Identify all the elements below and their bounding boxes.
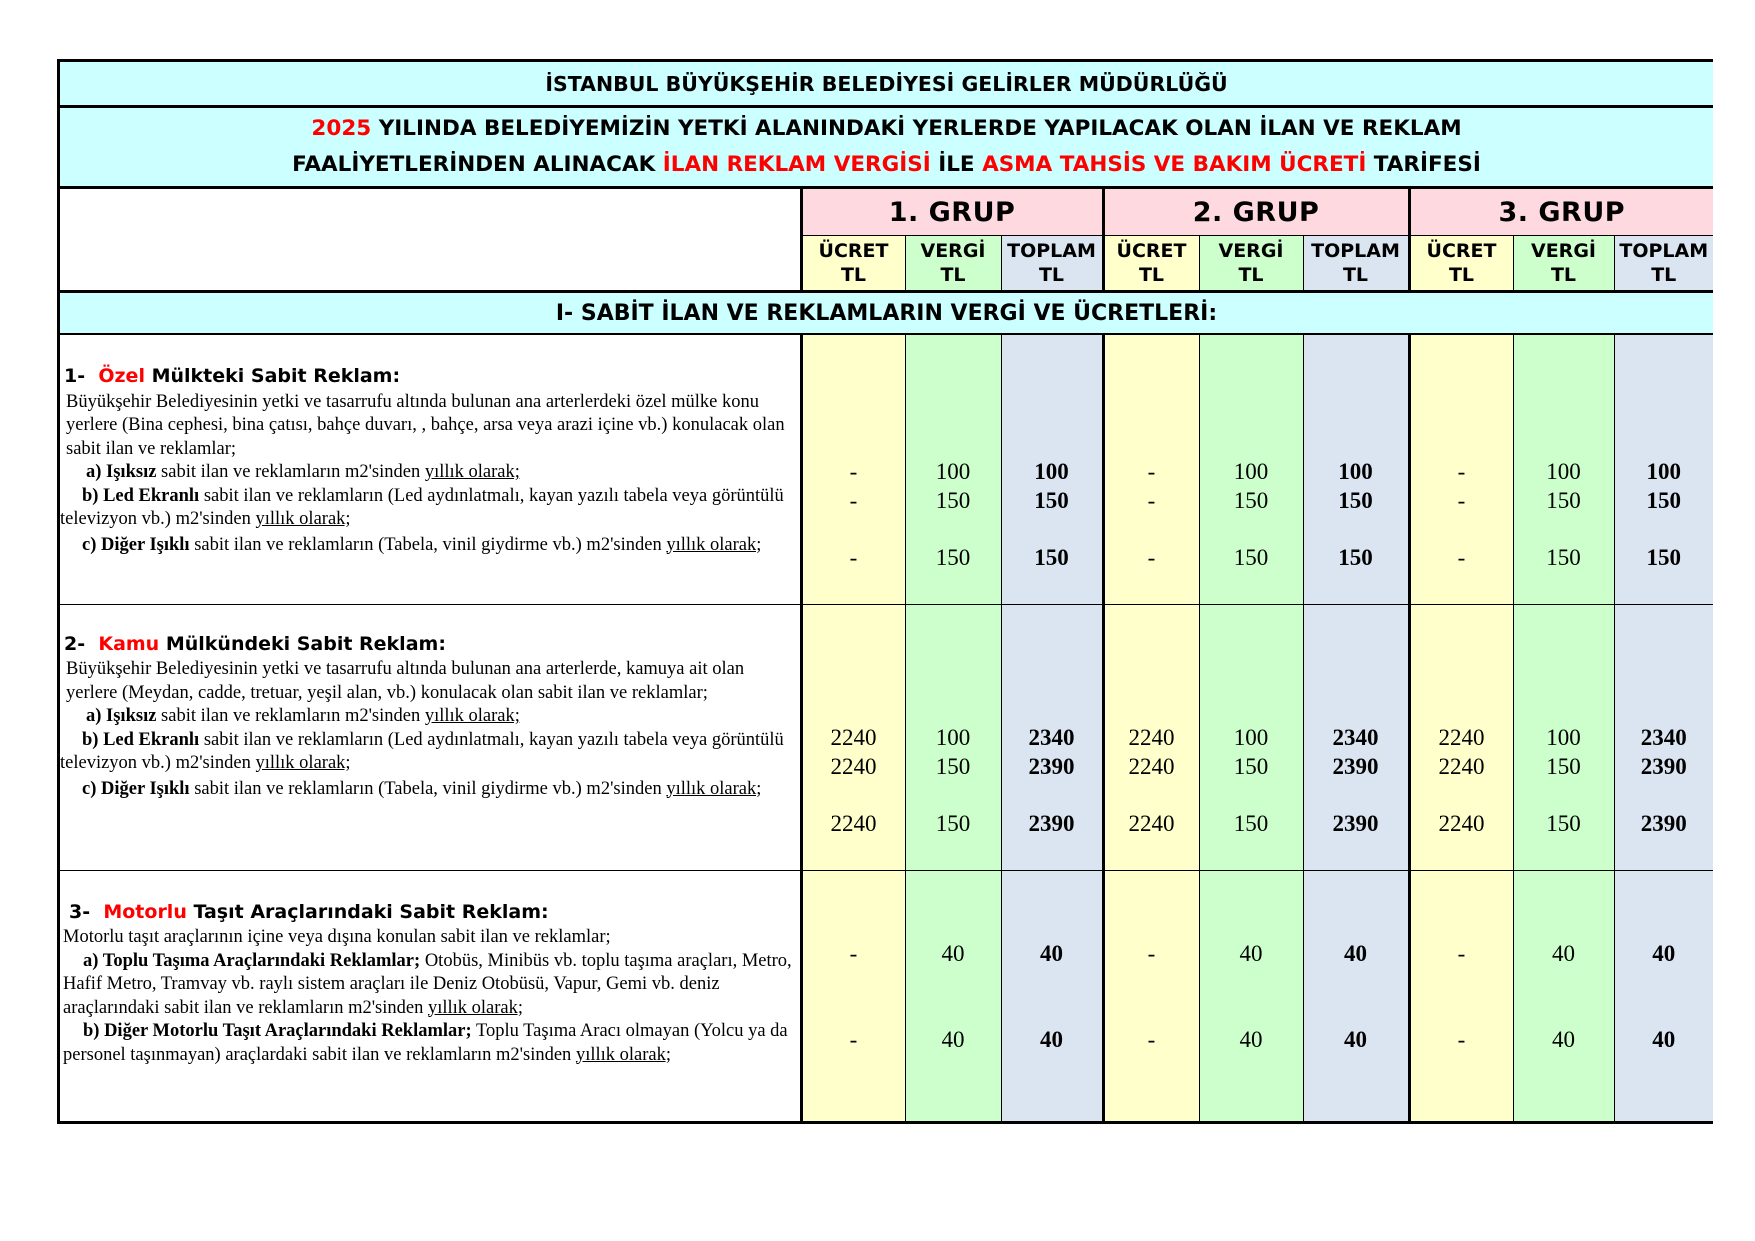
row-2-item-a: a) Işıksız sabit ilan ve reklamların m2'sinden yıllık olarak; [86,706,520,726]
row-3-g2-toplam: 40 40 [1303,870,1409,1121]
row-3-g1-vergi: 40 40 [905,870,1001,1121]
subtitle-line1: YILINDA BELEDİYEMİZİN YETKİ ALANINDAKİ YERLERDE YAPILACAK OLAN İLAN VE REKLAM [371,116,1462,141]
subtitle-line2-c: TARİFESİ [1366,152,1481,177]
row-1-g2-vergi: 100 150 150 [1199,334,1303,604]
row-2-g2-ucret: 2240 2240 2240 [1103,604,1199,870]
tariff-row-1 [60,334,1713,604]
row-1-g1-toplam: 100 150 150 [1001,334,1103,604]
row-2-g1-vergi: 100 150 150 [905,604,1001,870]
row-1-g2-ucret: - - - [1103,334,1199,604]
g3-vergi-header: VERGİ TL [1513,236,1614,292]
row-3-g2-vergi: 40 40 [1199,870,1303,1121]
row-3-heading: 3- Motorlu Taşıt Araçlarındaki Sabit Reklam: [69,900,549,923]
g2-vergi-header: VERGİ TL [1199,236,1303,292]
row-3-item-a: a) Toplu Taşıma Araçlarındaki Reklamlar; Otobüs, Minibüs vb. toplu taşıma araçları, Metro, Hafif Metro, Tramvay vb. raylı sistem araçları ile Deniz Otobüsü, Vapur, Gemi vb. deniz araçlarındaki sabit ilan ve reklamların m2'sinden yıllık olarak; [63,950,792,1018]
group-2-title: 2. GRUP [1103,188,1409,236]
row-3-g1-ucret: - - [801,870,905,1121]
group-title-row [60,188,1713,236]
row-3-intro: Motorlu taşıt araçlarının içine veya dışına konulan sabit ilan ve reklamlar; [63,927,611,947]
row-3-g3-ucret: - - [1409,870,1513,1121]
subtitle-line2-a: FAALİYETLERİNDEN ALINACAK [292,152,663,177]
row-1-intro: Büyükşehir Belediyesinin yetki ve tasarrufu altında bulunan ana arterlerdeki özel mülke konu yerlere (Bina cephesi, bina çatısı, bahçe duvarı, , bahçe, arsa veya arazi içine vb.) konulacak olan sabit ilan ve reklamlar; [66,391,785,459]
tariff-row-2 [60,604,1713,870]
page-title: İSTANBUL BÜYÜKŞEHİR BELEDİYESİ GELİRLER MÜDÜRLÜĞÜ [60,62,1713,107]
tariff-sheet [57,59,1713,1124]
row-1-item-a: a) Işıksız sabit ilan ve reklamların m2'sinden yıllık olarak; [86,462,520,482]
row-3-description [60,870,801,1121]
row-3-g3-vergi: 40 40 [1513,870,1614,1121]
tariff-row-3 [60,870,1713,1121]
row-1-item-b: b) Led Ekranlı sabit ilan ve reklamların (Led aydınlatmalı, kayan yazılı tabela veya görüntülü televizyon vb.) m2'sinden yıllık olarak; [60,485,784,529]
row-2-g2-toplam: 2340 2390 2390 [1303,604,1409,870]
g1-toplam-header: TOPLAM TL [1001,236,1103,292]
row-1-g3-ucret: - - - [1409,334,1513,604]
row-1-heading: 1- Özel Mülkteki Sabit Reklam: [64,365,401,387]
row-2-intro: Büyükşehir Belediyesinin yetki ve tasarrufu altında bulunan ana arterlerde, kamuya ait olan yerlere (Meydan, cadde, tretuar, yeşil alan, vb.) konulacak olan sabit ilan ve reklamlar; [66,659,745,703]
group-1-title: 1. GRUP [801,188,1103,236]
row-1-g3-toplam: 100 150 150 [1614,334,1713,604]
row-2-item-b: b) Led Ekranlı sabit ilan ve reklamların (Led aydınlatmalı, kayan yazılı tabela veya görüntülü televizyon vb.) m2'sinden yıllık olarak; [60,729,784,773]
g1-vergi-header: VERGİ TL [905,236,1001,292]
g3-toplam-header: TOPLAM TL [1614,236,1713,292]
row-3-item-b: b) Diğer Motorlu Taşıt Araçlarındaki Reklamlar; Toplu Taşıma Aracı olmayan (Yolcu ya da personel taşınmayan) araçlardaki sabit ilan ve reklamların m2'sinden yıllık olarak; [63,1021,788,1065]
row-3-g2-ucret: - - [1103,870,1199,1121]
row-3-g3-toplam: 40 40 [1614,870,1713,1121]
row-1-description [60,334,801,604]
subtitle-red-ucret: ASMA TAHSİS VE BAKIM ÜCRETİ [982,152,1367,177]
row-2-g2-vergi: 100 150 150 [1199,604,1303,870]
subtitle-red-vergi: İLAN REKLAM VERGİSİ [662,152,931,177]
g2-toplam-header: TOPLAM TL [1303,236,1409,292]
row-2-g3-ucret: 2240 2240 2240 [1409,604,1513,870]
row-2-g3-vergi: 100 150 150 [1513,604,1614,870]
row-2-g3-toplam: 2340 2390 2390 [1614,604,1713,870]
subtitle-line2-b: İLE [930,152,983,177]
row-1-g1-ucret: - - - [801,334,905,604]
tariff-table [60,62,1713,1121]
subtitle-year: 2025 [311,116,372,141]
row-2-g1-toplam: 2340 2390 2390 [1001,604,1103,870]
g2-ucret-header: ÜCRET TL [1103,236,1199,292]
row-2-description [60,604,801,870]
row-1-g1-vergi: 100 150 150 [905,334,1001,604]
header-blank-cell [60,188,801,292]
g3-ucret-header: ÜCRET TL [1409,236,1513,292]
group-3-title: 3. GRUP [1409,188,1713,236]
row-2-heading: 2- Kamu Mülkündeki Sabit Reklam: [64,632,446,655]
g1-ucret-header: ÜCRET TL [801,236,905,292]
row-2-g1-ucret: 2240 2240 2240 [801,604,905,870]
page-subtitle [60,107,1713,188]
subtitle-row [60,107,1713,188]
row-1-item-c: c) Diğer Işıklı sabit ilan ve reklamların (Tabela, vinil giydirme vb.) m2'sinden yıllık olarak; [82,534,762,555]
title-row [60,62,1713,107]
row-1-g2-toplam: 100 150 150 [1303,334,1409,604]
row-1-g3-vergi: 100 150 150 [1513,334,1614,604]
row-3-g1-toplam: 40 40 [1001,870,1103,1121]
row-2-item-c: c) Diğer Işıklı sabit ilan ve reklamların (Tabela, vinil giydirme vb.) m2'sinden yıllık olarak; [82,778,762,799]
section-header-row [60,292,1713,335]
section-title: I- SABİT İLAN VE REKLAMLARIN VERGİ VE ÜCRETLERİ: [60,292,1713,335]
